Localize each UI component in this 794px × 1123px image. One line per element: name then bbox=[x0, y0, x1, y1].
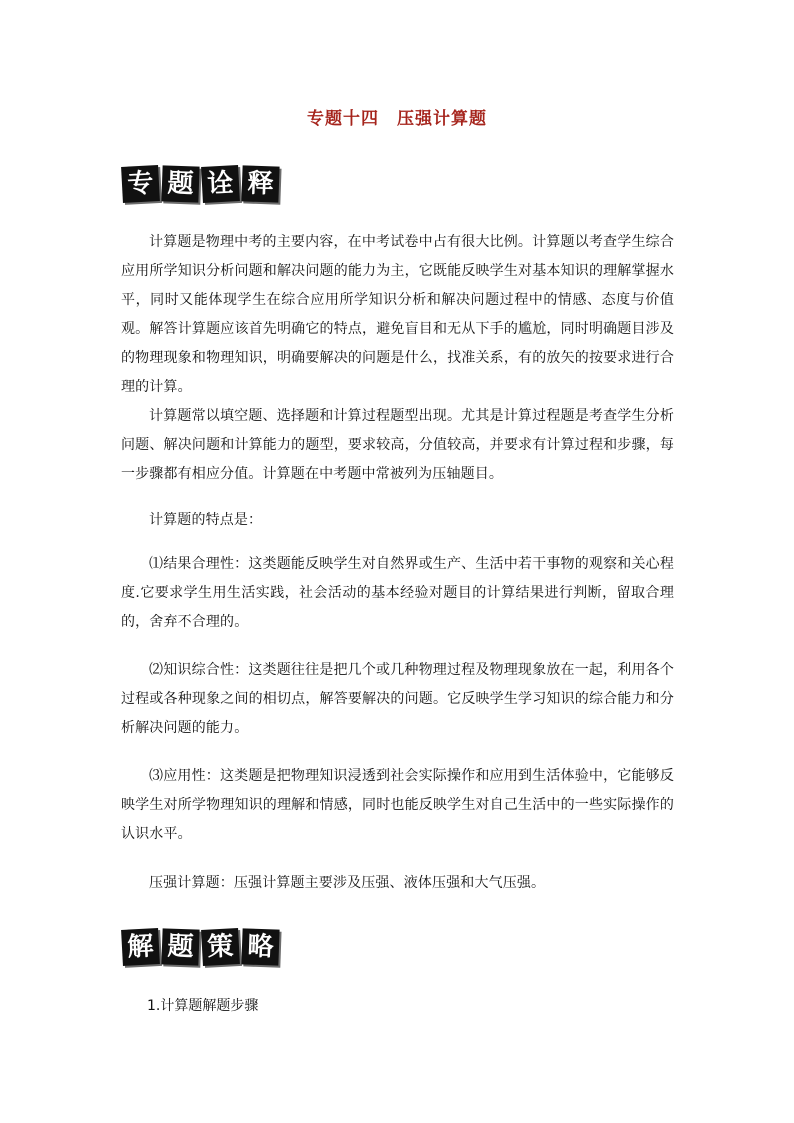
banner-char: 题 bbox=[161, 928, 199, 965]
banner-char: 策 bbox=[201, 928, 240, 966]
page-title: 专题十四 压强计算题 bbox=[307, 109, 487, 129]
paragraph-pressure-summary: 压强计算题：压强计算题主要涉及压强、液体压强和大气压强。 bbox=[149, 875, 546, 891]
banner-char: 诠 bbox=[201, 165, 240, 203]
paragraph-feature-1: ⑴结果合理性：这类题能反映学生对自然界或生产、生活中若干事物的观察和关心程度.它要求学生用生活实践，社会活动的基本经验对题目的计算结果进行判断，留取合理的，舍弃不合理的。 bbox=[121, 556, 674, 630]
paragraph-intro: 计算题是物理中考的主要内容，在中考试卷中占有很大比例。计算题以考查学生综合应用所学知识分析问题和解决问题的能力为主，它既能反映学生对基本知识的理解掌握水平，同时又能体现学生在综合应用所学知识分析和解决问题过程中的情感、态度与价值观。解答计算题应该首先明确它的特点，避免盲目和无从下手的尴尬，同时明确题目涉及的物理现象和物理知识，明确要解决的问题是什么，找准关系，有的放矢的按要求进行合理的计算。 bbox=[121, 234, 674, 395]
paragraph-question-types: 计算题常以填空题、选择题和计算过程题型出现。尤其是计算过程题是考查学生分析问题、解决问题和计算能力的题型，要求较高，分值较高，并要求有计算过程和步骤，每一步骤都有相应分值。计算题在中考题中常被列为压轴题目。 bbox=[121, 408, 674, 482]
paragraph-feature-2: ⑵知识综合性：这类题往往是把几个或几种物理过程及物理现象放在一起，利用各个过程或各种现象之间的相切点，解答要解决的问题。它反映学生学习知识的综合能力和分析解决问题的能力。 bbox=[121, 662, 674, 736]
banner-char: 略 bbox=[241, 928, 279, 965]
banner-char: 专 bbox=[121, 165, 160, 203]
banner-char: 释 bbox=[241, 165, 279, 202]
step-heading: 1.计算题解题步骤 bbox=[147, 998, 259, 1014]
paragraph-features-heading: 计算题的特点是： bbox=[149, 512, 263, 528]
banner-char: 题 bbox=[161, 165, 199, 202]
paragraph-feature-3: ⑶应用性：这类题是把物理知识浸透到社会实际操作和应用到生活体验中，它能够反映学生对所学物理知识的理解和情感，同时也能反映学生对自己生活中的一些实际操作的认识水平。 bbox=[121, 768, 674, 842]
section-banner-strategy bbox=[122, 929, 279, 965]
banner-char: 解 bbox=[121, 928, 160, 966]
section-banner-explanation bbox=[122, 166, 279, 202]
